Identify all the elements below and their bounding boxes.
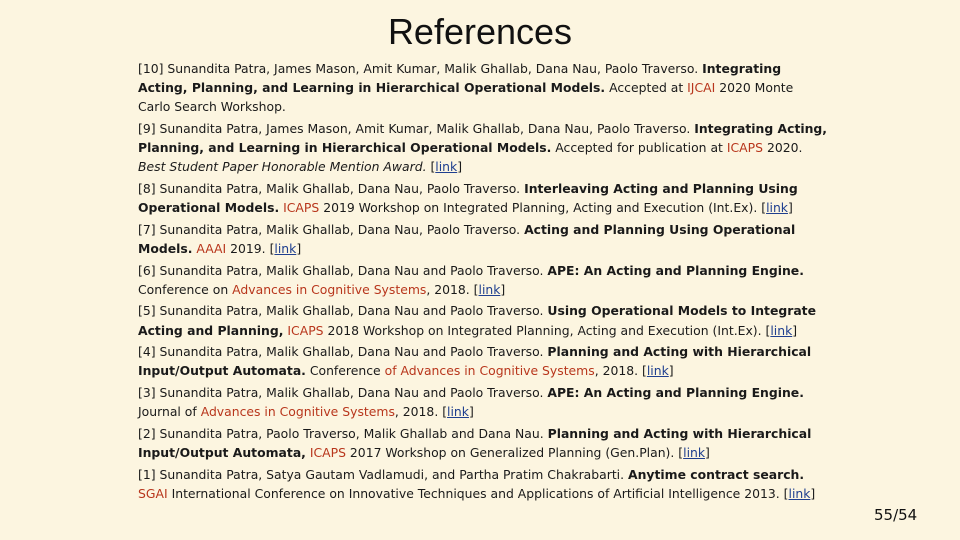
reference-item: [5] Sunandita Patra, Malik Ghallab, Dana Nau and Paolo Traverso. Using Operational Models to Integrate Acting and Planning, ICAPS 2018 Workshop on Integrated Planning, Acting and Execution (Int.Ex). [link]: [138, 303, 817, 338]
ref-link[interactable]: link: [435, 159, 458, 175]
ref-number: [8]: [138, 181, 156, 196]
ref-pre: Conference: [309, 363, 381, 379]
ref-authors: Sunandita Patra, Malik Ghallab, Dana Nau, Paolo Traverso.: [159, 221, 521, 237]
ref-venue: AAAI: [196, 241, 227, 256]
ref-link[interactable]: link: [447, 404, 469, 420]
reference-item: [138, 59, 828, 117]
ref-link[interactable]: link: [274, 241, 297, 256]
slide-number: 55/54: [874, 506, 918, 524]
ref-authors: Sunandita Patra, Satya Gautam Vadlamudi, and Partha Pratim Chakrabarti.: [159, 466, 625, 482]
ref-authors: Sunandita Patra, James Mason, Amit Kumar, Malik Ghallab, Dana Nau, Paolo Traverso.: [167, 61, 699, 76]
reference-item: [3] Sunandita Patra, Malik Ghallab, Dana Nau and Paolo Traverso. APE: An Acting and Planning Engine. Journal of Advances in Cognitive Systems, 2018. [link]: [138, 384, 804, 420]
ref-authors: Sunandita Patra, Malik Ghallab, Dana Nau and Paolo Traverso.: [159, 384, 544, 400]
ref-title: Planning and Acting with Hierarchical Input/Output Automata.: [138, 344, 812, 379]
reference-item: [9] Sunandita Patra, James Mason, Amit Kumar, Malik Ghallab, Dana Nau, Paolo Traverso. Integrating Acting, Planning, and Learning in Hierarchical Operational Models. Accepted for publication at ICAPS 2020. Best Student Paper Honorable Mention Award. [link]: [138, 121, 828, 175]
ref-venue: Advances in Cognitive Systems: [232, 281, 427, 297]
ref-title: Integrating Acting, Planning, and Learning in Hierarchical Operational Models.: [138, 61, 782, 96]
ref-title: APE: An Acting and Planning Engine.: [547, 262, 804, 278]
ref-award: Best Student Paper Honorable Mention Award.: [138, 159, 427, 175]
ref-post: , 2018.: [426, 281, 470, 297]
ref-venue: SGAI: [138, 485, 168, 501]
reference-item: [6] Sunandita Patra, Malik Ghallab, Dana Nau and Paolo Traverso. APE: An Acting and Planning Engine. Conference on Advances in Cognitive Systems, 2018. [link]: [138, 262, 804, 297]
ref-venue: ICAPS: [287, 322, 324, 338]
ref-pre: Conference on: [138, 281, 229, 297]
ref-number: [1]: [138, 466, 156, 482]
ref-title: Interleaving Acting and Planning Using Operational Models.: [138, 181, 798, 216]
ref-number: [2]: [138, 425, 156, 441]
ref-title: Using Operational Models to Integrate Acting and Planning,: [138, 303, 817, 338]
ref-link[interactable]: link: [766, 200, 788, 216]
ref-post: 2019 Workshop on Integrated Planning, Acting and Execution (Int.Ex).: [323, 200, 758, 216]
ref-post: 2020.: [766, 140, 803, 156]
ref-number: [5]: [138, 303, 156, 319]
ref-authors: Sunandita Patra, Malik Ghallab, Dana Nau and Paolo Traverso.: [159, 262, 544, 278]
ref-post: 2017 Workshop on Generalized Planning (Gen.Plan).: [349, 444, 675, 460]
ref-title: APE: An Acting and Planning Engine.: [547, 384, 804, 400]
ref-post: , 2018.: [394, 404, 439, 420]
ref-number: [10]: [138, 61, 164, 76]
ref-link[interactable]: link: [683, 444, 706, 460]
ref-number: [7]: [138, 221, 156, 237]
ref-link[interactable]: link: [646, 363, 669, 379]
ref-post: International Conference on Innovative Techniques and Applications of Artificial Intelligence 2013.: [171, 485, 780, 501]
ref-pre: Journal of: [138, 404, 197, 420]
ref-post: 2020 Monte Carlo Search Workshop.: [138, 80, 794, 115]
reference-item: [8] Sunandita Patra, Malik Ghallab, Dana Nau, Paolo Traverso. Interleaving Acting and Planning Using Operational Models. ICAPS 2019 Workshop on Integrated Planning, Acting and Execution (Int.Ex). [link]: [138, 181, 798, 216]
ref-venue: ICAPS: [726, 140, 763, 156]
ref-pre: Accepted for publication at: [555, 140, 723, 156]
reference-list: [138, 59, 828, 505]
ref-title: Anytime contract search.: [628, 466, 805, 482]
ref-title: Integrating Acting, Planning, and Learning in Hierarchical Operational Models.: [138, 121, 828, 156]
ref-pre: Accepted at: [609, 80, 684, 96]
ref-title: Acting and Planning Using Operational Models.: [138, 221, 796, 256]
ref-venue: of Advances in Cognitive Systems: [384, 363, 595, 379]
ref-post: 2018 Workshop on Integrated Planning, Acting and Execution (Int.Ex).: [327, 322, 762, 338]
slide-title: References: [387, 11, 573, 52]
ref-post: 2019.: [230, 241, 266, 256]
ref-number: [3]: [138, 384, 156, 400]
ref-venue: ICAPS: [283, 200, 320, 216]
ref-post: , 2018.: [594, 363, 639, 379]
reference-item: [2] Sunandita Patra, Paolo Traverso, Malik Ghallab and Dana Nau. Planning and Acting with Hierarchical Input/Output Automata, ICAPS 2017 Workshop on Generalized Planning (Gen.Plan). [link]: [138, 425, 812, 460]
reference-item: [4] Sunandita Patra, Malik Ghallab, Dana Nau and Paolo Traverso. Planning and Acting with Hierarchical Input/Output Automata. Conference of Advances in Cognitive Systems, 2018. [link]: [138, 344, 812, 379]
ref-authors: Sunandita Patra, Paolo Traverso, Malik Ghallab and Dana Nau.: [159, 425, 544, 441]
ref-link[interactable]: link: [788, 485, 811, 501]
ref-authors: Sunandita Patra, Malik Ghallab, Dana Nau and Paolo Traverso.: [159, 303, 544, 319]
ref-number: [9]: [138, 121, 156, 136]
ref-venue: IJCAI: [687, 80, 716, 96]
reference-item: [1] Sunandita Patra, Satya Gautam Vadlamudi, and Partha Pratim Chakrabarti. Anytime contract search. SGAI International Conference on Innovative Techniques and Applications of Artificial Intelligence 2013. [link]: [138, 466, 816, 501]
ref-link[interactable]: link: [770, 322, 793, 338]
ref-number: [6]: [138, 262, 156, 278]
ref-venue: Advances in Cognitive Systems: [200, 404, 395, 420]
ref-link[interactable]: link: [478, 281, 501, 297]
ref-authors: Sunandita Patra, Malik Ghallab, Dana Nau and Paolo Traverso.: [159, 344, 544, 360]
ref-number: [4]: [138, 344, 156, 360]
ref-title: Planning and Acting with Hierarchical Input/Output Automata,: [138, 425, 812, 460]
ref-venue: ICAPS: [309, 444, 346, 460]
ref-authors: Sunandita Patra, Malik Ghallab, Dana Nau, Paolo Traverso.: [159, 181, 521, 196]
reference-item: [7] Sunandita Patra, Malik Ghallab, Dana Nau, Paolo Traverso. Acting and Planning Using Operational Models. AAAI 2019. [link]: [138, 221, 796, 256]
ref-authors: Sunandita Patra, James Mason, Amit Kumar, Malik Ghallab, Dana Nau, Paolo Traverso.: [159, 121, 691, 136]
